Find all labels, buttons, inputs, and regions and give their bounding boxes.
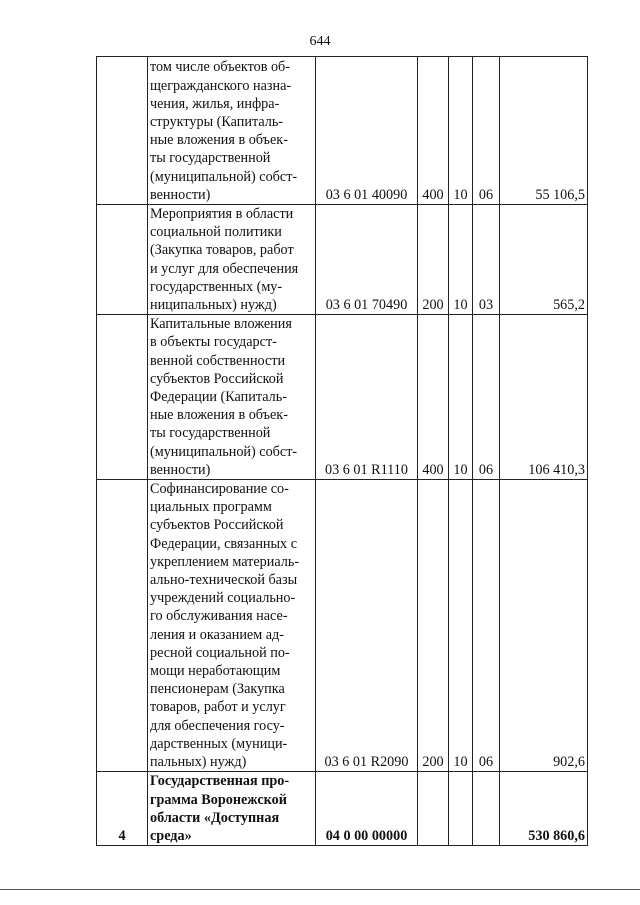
subsection-cell: 06 <box>473 480 500 772</box>
section-cell: 10 <box>449 315 473 480</box>
row-name-line: ально-технической базы <box>150 572 298 589</box>
amount-cell: 55 106,5 <box>500 57 588 205</box>
table-row <box>97 57 588 205</box>
row-name-line: (Закупка товаров, работ <box>150 242 294 259</box>
row-name-line: венности) <box>150 461 211 478</box>
amount-cell: 565,2 <box>500 205 588 315</box>
row-name-line: венности) <box>150 186 211 203</box>
row-name-line: структуры (Капиталь- <box>150 113 284 130</box>
row-name-line: том числе объектов об- <box>150 59 290 76</box>
expense-type-cell: 400 <box>418 315 449 480</box>
row-name-line: ты государственной <box>150 150 271 167</box>
row-name-cell <box>148 57 316 205</box>
subsection-cell: 03 <box>473 205 500 315</box>
amount-cell: 530 860,6 <box>500 772 588 846</box>
row-name-line: дарственных (муници- <box>150 735 288 752</box>
section-cell: 10 <box>449 57 473 205</box>
row-name-line: грамма Воронежской <box>150 791 287 808</box>
row-name-line: ниципальных) нужд) <box>150 297 277 314</box>
row-name-line: Мероприятия в области <box>150 206 294 222</box>
row-name-line: ления и оказанием ад- <box>150 626 284 643</box>
row-name-line: Капитальные вложения <box>150 316 292 333</box>
target-article-cell: 03 6 01 70490 <box>316 205 418 315</box>
row-name-line: Софинансирование со- <box>150 481 289 498</box>
row-name-line: субъектов Российской <box>150 517 284 534</box>
row-name-line: Федерации (Капиталь- <box>150 389 287 406</box>
section-cell <box>449 772 473 846</box>
section-cell: 10 <box>449 205 473 315</box>
table-row <box>97 205 588 315</box>
row-name-line: (муниципальной) собст- <box>150 443 298 460</box>
table-row <box>97 315 588 480</box>
row-name-line: ты государственной <box>150 425 271 442</box>
table-body <box>97 57 588 846</box>
expense-type-cell: 200 <box>418 205 449 315</box>
row-name-line: субъектов Российской <box>150 370 284 387</box>
row-name-line: укреплением материаль- <box>150 553 300 570</box>
subsection-cell <box>473 772 500 846</box>
subsection-cell: 06 <box>473 57 500 205</box>
row-name-line: венной собственности <box>150 352 286 369</box>
row-name-line: пальных) нужд) <box>150 754 247 771</box>
expense-type-cell: 200 <box>418 480 449 772</box>
row-name-line: ные вложения в объек- <box>150 132 288 149</box>
row-number-cell: 4 <box>97 772 148 846</box>
target-article-cell: 03 6 01 R2090 <box>316 480 418 772</box>
row-name-line: области «Доступная <box>150 809 280 826</box>
table-row <box>97 480 588 772</box>
target-article-cell: 03 6 01 R1110 <box>316 315 418 480</box>
row-name-line: чения, жилья, инфра- <box>150 95 280 112</box>
page-bottom-rule <box>0 889 640 890</box>
row-name-line: и услуг для обеспечения <box>150 260 299 277</box>
expense-type-cell: 400 <box>418 57 449 205</box>
row-name-line: ные вложения в объек- <box>150 407 288 424</box>
row-number-cell <box>97 205 148 315</box>
expense-type-cell <box>418 772 449 846</box>
row-name-line: в объекты государст- <box>150 334 277 351</box>
row-name-line: учреждений социально- <box>150 590 296 607</box>
section-cell: 10 <box>449 480 473 772</box>
budget-table <box>96 56 588 846</box>
row-name-cell <box>148 315 316 480</box>
row-name-line: (муниципальной) собст- <box>150 168 298 185</box>
row-name-line: Федерации, связанных с <box>150 535 297 552</box>
row-name-line: циальных программ <box>150 499 272 516</box>
amount-cell: 106 410,3 <box>500 315 588 480</box>
row-name-line: товаров, работ и услуг <box>150 699 286 716</box>
row-name-line: социальной политики <box>150 224 282 241</box>
row-name-line: ресной социальной по- <box>150 644 290 661</box>
row-number-cell <box>97 480 148 772</box>
subsection-cell: 06 <box>473 315 500 480</box>
row-name-line: щегражданского назна- <box>150 77 292 94</box>
row-name-line: среда» <box>150 827 192 844</box>
row-name-line: мощи неработающим <box>150 663 281 680</box>
row-name-line: Государственная про- <box>150 773 290 790</box>
amount-cell: 902,6 <box>500 480 588 772</box>
row-name-line: государственных (му- <box>150 278 283 295</box>
row-name-line: пенсионерам (Закупка <box>150 681 285 698</box>
row-number-cell <box>97 315 148 480</box>
target-article-cell: 03 6 01 40090 <box>316 57 418 205</box>
row-name-cell <box>148 205 316 315</box>
target-article-cell: 04 0 00 00000 <box>316 772 418 846</box>
row-name-cell <box>148 480 316 772</box>
row-name-cell <box>148 772 316 846</box>
row-name-line: го обслуживания насе- <box>150 608 288 625</box>
page-number: 644 <box>309 34 331 49</box>
row-name-line: для обеспечения госу- <box>150 717 285 734</box>
row-number-cell <box>97 57 148 205</box>
table-row <box>97 772 588 846</box>
